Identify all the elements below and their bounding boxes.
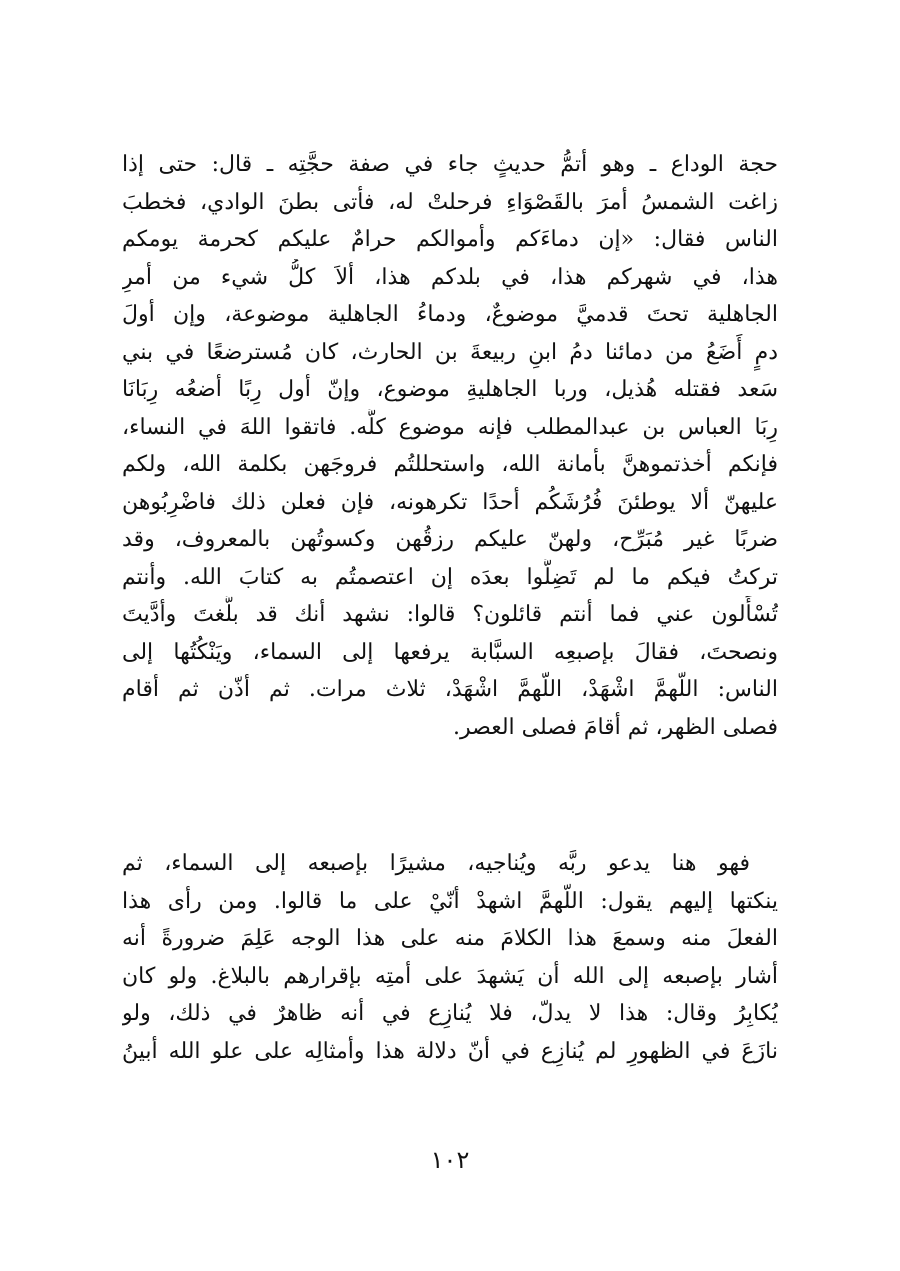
paragraph-commentary xyxy=(122,845,778,1070)
text-line: يُكابِرُ وقال: هذا لا يدلّ، فلا يُنازِع في أنه ظاهرٌ في ذلك، ولو xyxy=(122,1001,778,1026)
text-line: سَعد فقتله هُذيل، وربا الجاهليةِ موضوع، وإنّ أول رِبًا أضعُه رِبَانَا xyxy=(122,377,778,402)
paragraph-hadith xyxy=(122,146,778,746)
text-line: الناس فقال: «إن دماءَكم وأموالكم حرامٌ عليكم كحرمة يومكم xyxy=(122,227,778,252)
text-line: رِبَا العباس بن عبدالمطلب فإنه موضوع كلُّه. فاتقوا اللهَ في النساء، xyxy=(122,414,778,440)
text-line: الناس: اللّهمَّ اشْهَدْ، اللّهمَّ اشْهَدْ، ثلاث مرات. ثم أذّن ثم أقام xyxy=(122,677,778,702)
text-line: الفعلَ منه وسمعَ هذا الكلامَ منه على هذا الوجه عَلِمَ ضرورةً أنه xyxy=(122,926,778,951)
page-number: ١٠٢ xyxy=(430,1146,470,1174)
text-line: ضربًا غير مُبَرِّح، ولهنّ عليكم رزقُهن وكسوتُهن بالمعروف، وقد xyxy=(122,527,778,552)
text-line: فصلى الظهر، ثم أقامَ فصلى العصر. xyxy=(453,714,778,740)
text-line: فإنكم أخذتموهنَّ بأمانة الله، واستحللتُم فروجَهن بكلمة الله، ولكم xyxy=(122,452,778,477)
text-line: أشار بإصبعه إلى الله أن يَشهدَ على أمتِه بإقرارهم بالبلاغ. ولو كان xyxy=(122,963,778,989)
text-line: الجاهلية تحتَ قدميَّ موضوعٌ، ودماءُ الجاهلية موضوعة، وإن أولَ xyxy=(122,302,778,327)
text-line: زاغت الشمسُ أمرَ بالقَصْوَاءِ فرحلتْ له، فأتى بطنَ الوادي، فخطبَ xyxy=(122,189,778,215)
text-line: تركتُ فيكم ما لم تَضِلُّوا بعدَه إن اعتصمتُم به كتابَ الله. وأنتم xyxy=(122,564,778,590)
text-line: تُسْأَلون عني فما أنتم قائلون؟ قالوا: نشهد أنك قد بلَّغتَ وأدَّيتَ xyxy=(122,602,778,627)
text-line: هذا، في شهركم هذا، في بلدكم هذا، ألاَ كلُّ شيء من أمرِ xyxy=(122,264,778,290)
text-line: ونصحتَ، فقالَ بإصبعِه السبَّابة يرفعها إلى السماء، ويَنْكُتُها إلى xyxy=(122,639,778,665)
text-line: فهو هنا يدعو ربَّه ويُناجيه، مشيرًا بإصبعه إلى السماء، ثم xyxy=(122,851,750,876)
text-line: نازَعَ في الظهورِ لم يُنازِع في أنّ دلالة هذا وأمثالِه على علو الله أبينُ xyxy=(122,1038,778,1064)
text-line: ينكتها إليهم يقول: اللّهمَّ اشهدْ أنّيْ على ما قالوا. ومن رأى هذا xyxy=(122,888,778,914)
text-line: عليهنّ ألا يوطئنَ فُرُشَكُم أحدًا تكرهونه، فإن فعلن ذلك فاضْرِبُوهن xyxy=(122,489,778,515)
text-line: دمٍ أَضَعُ من دمائنا دمُ ابنِ ربيعةَ بن الحارث، كان مُسترضعًا في بني xyxy=(122,339,778,365)
text-line: حجة الوداع ـ وهو أتمُّ حديثٍ جاء في صفة حجَّتِه ـ قال: حتى إذا xyxy=(122,152,778,177)
